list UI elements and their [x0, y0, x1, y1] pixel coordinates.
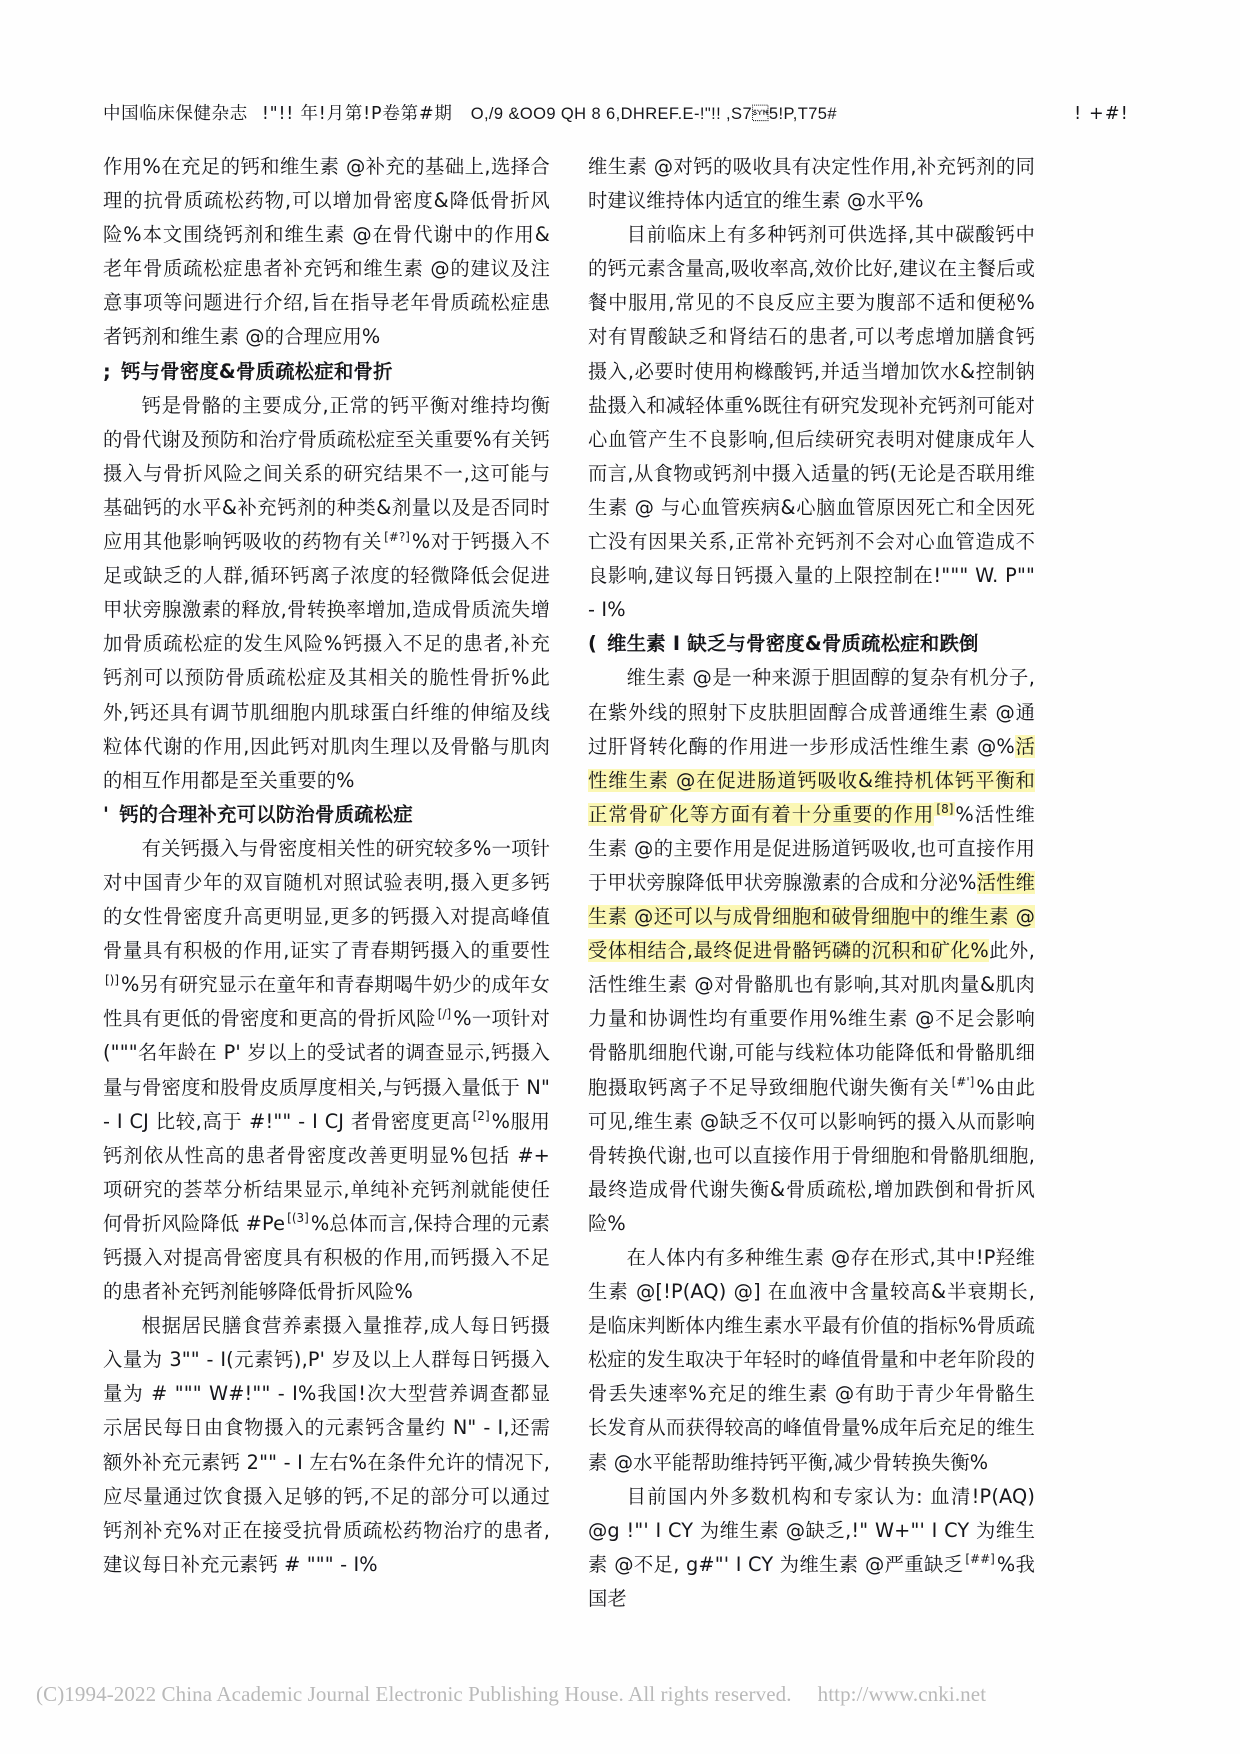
- paragraph-7-text: 目前国内外多数机构和专家认为: 血清!P(AQ) @g !"' I CY 为维生素 @缺乏,!" W+"' I CY 为维生素 @不足, g#"' I CY 为维生素 @严重缺乏: [588, 1484, 1035, 1576]
- paragraph-5: [588, 661, 1035, 1241]
- issue-info: !"!! 年!月第!P卷第#期: [261, 104, 453, 124]
- reference-marker: [#']: [951, 1075, 975, 1090]
- highlighted-text-1: 活性维生素 @在促进肠道钙吸收&维持机体钙平衡和正常骨矿化等方面有着十分重要的作用: [588, 734, 1035, 826]
- paragraph-2-text-e: %总体而言,保持合理的元素钙摄入对提高骨密度具有积极的作用,而钙摄入不足的患者补充钙剂能够降低骨折风险%: [103, 1211, 550, 1304]
- section-heading-3: [588, 627, 1035, 661]
- reference-marker: [##]: [965, 1552, 995, 1567]
- paragraph-2: [103, 832, 550, 1309]
- paragraph-6: 在人体内有多种维生素 @存在形式,其中!P羟维生素 @[!P(AQ) @] 在血液中含量较高&半衰期长,是临床判断体内维生素水平最有价值的指标%骨质疏松症的发生取决于年轻时的峰值骨量和中老年阶段的骨丢失速率%充足的维生素 @有助于青少年骨骼生长发育从而获得较高的峰值骨量%成年后充足的维生素 @水平能帮助维持钙平衡,减少骨转换失衡%: [588, 1246, 1035, 1474]
- paragraph-1-text-a: 钙是骨骼的主要成分,正常的钙平衡对维持均衡的骨代谢及预防和治疗骨质疏松症至关重要%有关钙摄入与骨折风险之间关系的研究结果不一,这可能与基础钙的水平&补充钙剂的种类&剂量以及是否同时应用其他影响钙吸收的药物有关: [103, 393, 550, 554]
- section-heading-1: [103, 355, 550, 389]
- reference-marker: [)]: [105, 972, 120, 987]
- section-heading-2: [103, 798, 550, 832]
- paragraph-5-text-end: %由此可见,维生素 @缺乏不仅可以影响钙的摄入从而影响骨转换代谢,也可以直接作用于骨细胞和骨骼肌细胞,最终造成骨代谢失衡&骨质疏松,增加跌倒和骨折风险%: [588, 1075, 1035, 1235]
- paragraph-continued: 作用%在充足的钙和维生素 @补充的基础上,选择合理的抗骨质疏松药物,可以增加骨密度&降低骨折风险%本文围绕钙剂和维生素 @在骨代谢中的作用&老年骨质疏松症患者补充钙和维生素 @的建议及注意事项等问题进行介绍,旨在指导老年骨质疏松症患者钙剂和维生素 @的合理应用%: [103, 155, 550, 349]
- article-body: [103, 150, 1143, 1616]
- paragraph-7-text-end: %我国老: [588, 1552, 1036, 1610]
- section-number-3: (: [588, 632, 598, 656]
- reference-marker: [(3]: [287, 1211, 309, 1226]
- paragraph-2-text-b: %另有研究显示在童年和青春期喝牛奶少的成年女性具有更低的骨密度和更高的骨折风险: [103, 973, 550, 1031]
- paragraph-1-text-b: %对于钙摄入不足或缺乏的人群,循环钙离子浓度的轻微降低会促进甲状旁腺激素的释放,骨转换率增加,造成骨质流失增加骨质疏松症的发生风险%钙摄入不足的患者,补充钙剂可以预防骨质疏松症及其相关的脆性骨折%此外,钙还具有调节肌细胞内肌球蛋白纤维的伸缩及线粒体代谢的作用,因此钙对肌肉生理以及骨骼与肌肉的相互作用都是至关重要的%: [103, 530, 550, 792]
- paragraph-2-text-d: %服用钙剂依从性高的患者骨密度改善更明显%包括 #+ 项研究的荟萃分析结果显示,单纯补充钙剂就能使任何骨折风险降低 #Pe: [103, 1109, 550, 1235]
- journal-english-line: O,/9 &OO9 QH 8 6,DHREF.E-!"!! ,S75!P,T75#: [470, 105, 837, 123]
- paragraph-2-text-c: %一项针对("""名年龄在 P' 岁以上的受试者的调查显示,钙摄入量与骨密度和股骨皮质厚度相关,与钙摄入量低于 N" - I CJ 比较,高于 #!"" - I CJ 者骨密度更高: [103, 1007, 550, 1133]
- reference-marker: [/]: [437, 1006, 452, 1021]
- section-title-2: 钙的合理补充可以防治骨质疏松症: [119, 802, 413, 826]
- reference-marker: [#?]: [384, 529, 410, 544]
- running-header: [103, 100, 1143, 130]
- paragraph-5-text-post: 此外,活性维生素 @对骨骼肌也有影响,其对肌肉量&肌肉力量和协调性均有重要作用%维生素 @不足会影响骨骼肌细胞代谢,可能与线粒体功能降低和骨骼肌细胞摄取钙离子不足导致细胞代谢失衡有关: [588, 939, 1035, 1099]
- highlighted-text-2: 活性维生素 @还可以与成骨细胞和破骨细胞中的维生素 @受体相结合,最终促进骨骼钙磷的沉积和矿化%: [588, 870, 1035, 963]
- right-column: [588, 150, 1035, 1616]
- paragraph-5-text-mid: %活性维生素 @的主要作用是促进肠道钙吸收,也可直接作用于甲状旁腺降低甲状旁腺激素的合成和分泌%: [588, 802, 1035, 894]
- cnki-url[interactable]: http://www.cnki.net: [817, 1682, 987, 1706]
- paragraph-top-continued: 维生素 @对钙的吸收具有决定性作用,补充钙剂的同时建议维持体内适宜的维生素 @水平%: [588, 155, 1035, 213]
- journal-title: 中国临床保健杂志: [103, 104, 248, 124]
- section-number-2: ': [103, 802, 110, 826]
- paragraph-4: 目前临床上有多种钙剂可供选择,其中碳酸钙中的钙元素含量高,吸收率高,效价比好,建议在主餐后或餐中服用,常见的不良反应主要为腹部不适和便秘%对有胃酸缺乏和肾结石的患者,可以考虑增加膳食钙摄入,必要时使用枸橼酸钙,并适当增加饮水&控制钠盐摄入和减轻体重%既往有研究发现补充钙剂可能对心血管产生不良影响,但后续研究表明对健康成年人而言,从食物或钙剂中摄入适量的钙(无论是否联用维生素 @ 与心血管疾病&心脑血管原因死亡和全因死亡没有因果关系,正常补充钙剂不会对心血管造成不良影响,建议每日钙摄入量的上限控制在!""" W. P"" - I%: [588, 223, 1035, 622]
- paragraph-7: [588, 1480, 1035, 1616]
- page-number: ! +#!: [1074, 104, 1129, 124]
- section-title-1: 钙与骨密度&骨质疏松症和骨折: [121, 359, 393, 383]
- paragraph-2-text-a: 有关钙摄入与骨密度相关性的研究较多%一项针对中国青少年的双盲随机对照试验表明,摄入更多钙的女性骨密度升高更明显,更多的钙摄入对提高峰值骨量具有积极的作用,证实了青春期钙摄入的重要性: [103, 836, 550, 963]
- paragraph-1: [103, 389, 550, 798]
- cnki-copyright-footer: [36, 1682, 1206, 1707]
- reference-marker: [2]: [472, 1109, 490, 1124]
- left-column: [103, 150, 550, 1616]
- paragraph-3: 根据居民膳食营养素摄入量推荐,成人每日钙摄入量为 3"" - I(元素钙),P' 岁及以上人群每日钙摄入量为 # """ W#!"" - I%我国!次大型营养调查都显示居民每日由食物摄入的元素钙含量约 N" - I,还需额外补充元素钙 2"" - I 左右%在条件允许的情况下,应尽量通过饮食摄入足够的钙,不足的部分可以通过钙剂补充%对正在接受抗骨质疏松药物治疗的患者,建议每日补充元素钙 # """ - I%: [103, 1314, 550, 1576]
- section-title-3: 维生素 I 缺乏与骨密度&骨质疏松症和跌倒: [607, 632, 979, 656]
- reference-marker: [8]: [936, 802, 954, 817]
- section-number-1: ;: [103, 359, 112, 383]
- paragraph-5-text-pre: 维生素 @是一种来源于胆固醇的复杂有机分子,在紫外线的照射下皮肤胆固醇合成普通维生素 @通过肝肾转化酶的作用进一步形成活性维生素 @%: [588, 666, 1035, 758]
- copyright-text: (C)1994-2022 China Academic Journal Electronic Publishing House. All rights reserved.: [36, 1682, 792, 1706]
